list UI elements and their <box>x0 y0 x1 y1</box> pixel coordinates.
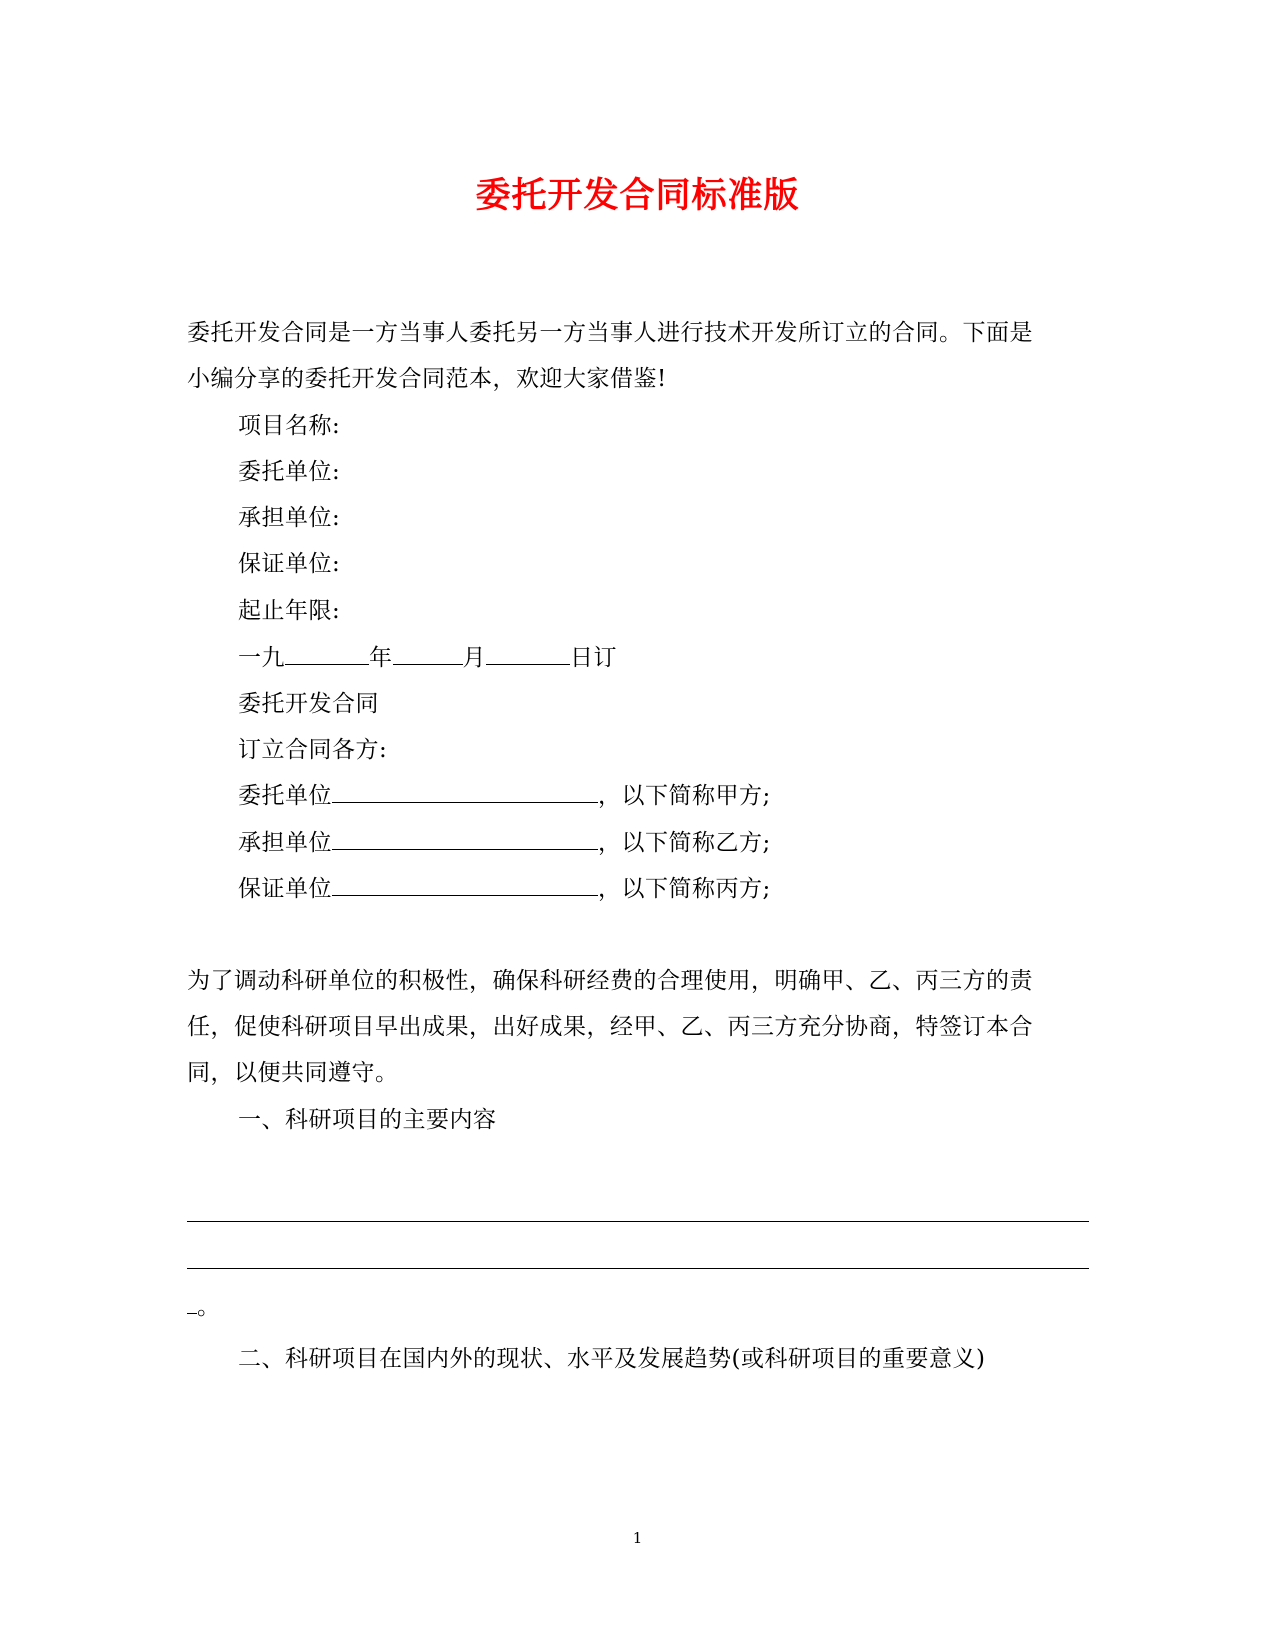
field-guarantee-unit: 保证单位: <box>238 551 341 577</box>
party-b-label: 承担单位 <box>238 830 332 856</box>
contract-heading: 委托开发合同 <box>238 691 379 717</box>
purpose-paragraph-line-1: 为了调动科研单位的积极性，确保科研经费的合理使用，明确甲、乙、丙三方的责 <box>187 968 1033 994</box>
short-blank <box>187 1293 197 1314</box>
date-month-label: 月 <box>462 645 486 671</box>
date-line <box>238 643 617 673</box>
party-c-label: 保证单位 <box>238 876 332 902</box>
blank-rule-3-end <box>187 1292 220 1322</box>
section-1-heading: 一、科研项目的主要内容 <box>238 1107 497 1133</box>
field-project-name: 项目名称: <box>238 413 341 439</box>
date-day-label: 日订 <box>570 645 617 671</box>
section-1-end-mark: 。 <box>197 1294 220 1320</box>
purpose-paragraph-line-3: 同，以便共同遵守。 <box>187 1060 399 1086</box>
party-c-suffix: ，以下简称丙方; <box>598 876 771 902</box>
field-entrusting-unit: 委托单位: <box>238 459 341 485</box>
page-number: 1 <box>632 1529 643 1547</box>
party-b-blank <box>332 829 598 850</box>
date-year-label: 年 <box>369 645 393 671</box>
party-a-blank <box>332 782 598 803</box>
purpose-paragraph-line-2: 任，促使科研项目早出成果，出好成果，经甲、乙、丙三方充分协商，特签订本合 <box>187 1014 1033 1040</box>
intro-paragraph-line-2: 小编分享的委托开发合同范本，欢迎大家借鉴! <box>187 366 667 392</box>
party-a-suffix: ，以下简称甲方; <box>598 783 771 809</box>
date-prefix: 一九 <box>238 645 285 671</box>
party-b-line <box>238 828 771 858</box>
intro-paragraph-line-1: 委托开发合同是一方当事人委托另一方当事人进行技术开发所订立的合同。下面是 <box>187 320 1033 346</box>
blank-rule-2 <box>187 1268 1089 1269</box>
field-undertaking-unit: 承担单位: <box>238 505 341 531</box>
party-c-line <box>238 874 771 904</box>
field-period: 起止年限: <box>238 598 341 624</box>
day-blank <box>486 644 570 665</box>
parties-heading: 订立合同各方: <box>238 737 388 763</box>
party-b-suffix: ，以下简称乙方; <box>598 830 771 856</box>
party-c-blank <box>332 875 598 896</box>
blank-rule-1 <box>187 1221 1089 1222</box>
year-blank <box>285 644 369 665</box>
document-title: 委托开发合同标准版 <box>475 175 800 216</box>
party-a-label: 委托单位 <box>238 783 332 809</box>
month-blank <box>393 644 463 665</box>
party-a-line <box>238 781 771 811</box>
section-2-heading: 二、科研项目在国内外的现状、水平及发展趋势(或科研项目的重要意义) <box>238 1346 986 1372</box>
